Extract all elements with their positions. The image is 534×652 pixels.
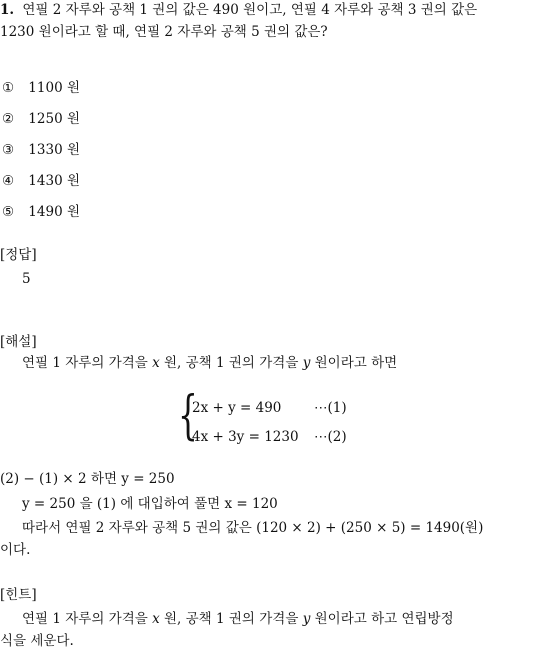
hint-line-1 <box>22 608 454 630</box>
equation-2: 4x + 3y = 1230 <box>192 429 299 445</box>
choice-5-text: 1490 원 <box>28 204 80 220</box>
explanation-step-3-cont: 이다. <box>0 542 31 558</box>
choice-2-mark: ② <box>2 111 15 127</box>
question-line-2: 1230 원이라고 할 때, 연필 2 자루와 공책 5 권의 값은? <box>0 24 328 40</box>
equation-system <box>178 386 378 452</box>
answer-value: 5 <box>22 271 31 287</box>
equation-1: 2x + y = 490 <box>192 400 282 416</box>
choice-5[interactable] <box>2 201 80 223</box>
hint-label: [힌트] <box>0 587 37 603</box>
var-x: x <box>152 355 160 371</box>
answer-label: [정답] <box>0 247 37 263</box>
explanation-label: [해설] <box>0 334 37 350</box>
choice-2[interactable] <box>2 108 80 130</box>
hint-line-2: 식을 세운다. <box>0 633 74 649</box>
choice-2-text: 1250 원 <box>28 111 80 127</box>
choice-4-mark: ④ <box>2 173 15 189</box>
explanation-intro <box>22 352 397 374</box>
hint-var-y: y <box>302 611 311 627</box>
question-text-1: 연필 2 자루와 공책 1 권의 값은 490 원이고, 연필 4 자루와 공책 3 권의 값은 <box>22 2 478 18</box>
choice-4-text: 1430 원 <box>28 173 80 189</box>
explanation-intro-b: 원, 공책 1 권의 가격을 <box>159 355 303 371</box>
question-number: 1. <box>0 2 15 18</box>
choice-1-text: 1100 원 <box>28 80 80 96</box>
choice-5-mark: ⑤ <box>2 204 15 220</box>
explanation-intro-c: 원이라고 하면 <box>310 355 398 371</box>
equation-1-tag: ⋯(1) <box>314 400 347 416</box>
explanation-step-3: 따라서 연필 2 자루와 공책 5 권의 값은 (120 × 2) + (250 × 5) = 1490(원) <box>22 520 484 536</box>
hint-line-1-c: 원이라고 하고 연립방정 <box>310 611 454 627</box>
choice-1[interactable] <box>2 77 80 99</box>
choice-1-mark: ① <box>2 80 15 96</box>
question-line-1 <box>0 0 477 21</box>
choice-4[interactable] <box>2 170 80 192</box>
explanation-step-1: (2) − (1) × 2 하면 y = 250 <box>0 471 175 487</box>
left-brace: { <box>178 386 198 446</box>
explanation-step-2: y = 250 을 (1) 에 대입하여 풀면 x = 120 <box>22 496 278 512</box>
choice-3-mark: ③ <box>2 142 15 158</box>
equation-2-tag: ⋯(2) <box>314 429 347 445</box>
choice-3[interactable] <box>2 139 80 161</box>
hint-var-x: x <box>152 611 160 627</box>
explanation-intro-a: 연필 1 자루의 가격을 <box>22 355 153 371</box>
hint-line-1-b: 원, 공책 1 권의 가격을 <box>159 611 303 627</box>
var-y: y <box>302 355 311 371</box>
hint-line-1-a: 연필 1 자루의 가격을 <box>22 611 153 627</box>
choice-3-text: 1330 원 <box>28 142 80 158</box>
